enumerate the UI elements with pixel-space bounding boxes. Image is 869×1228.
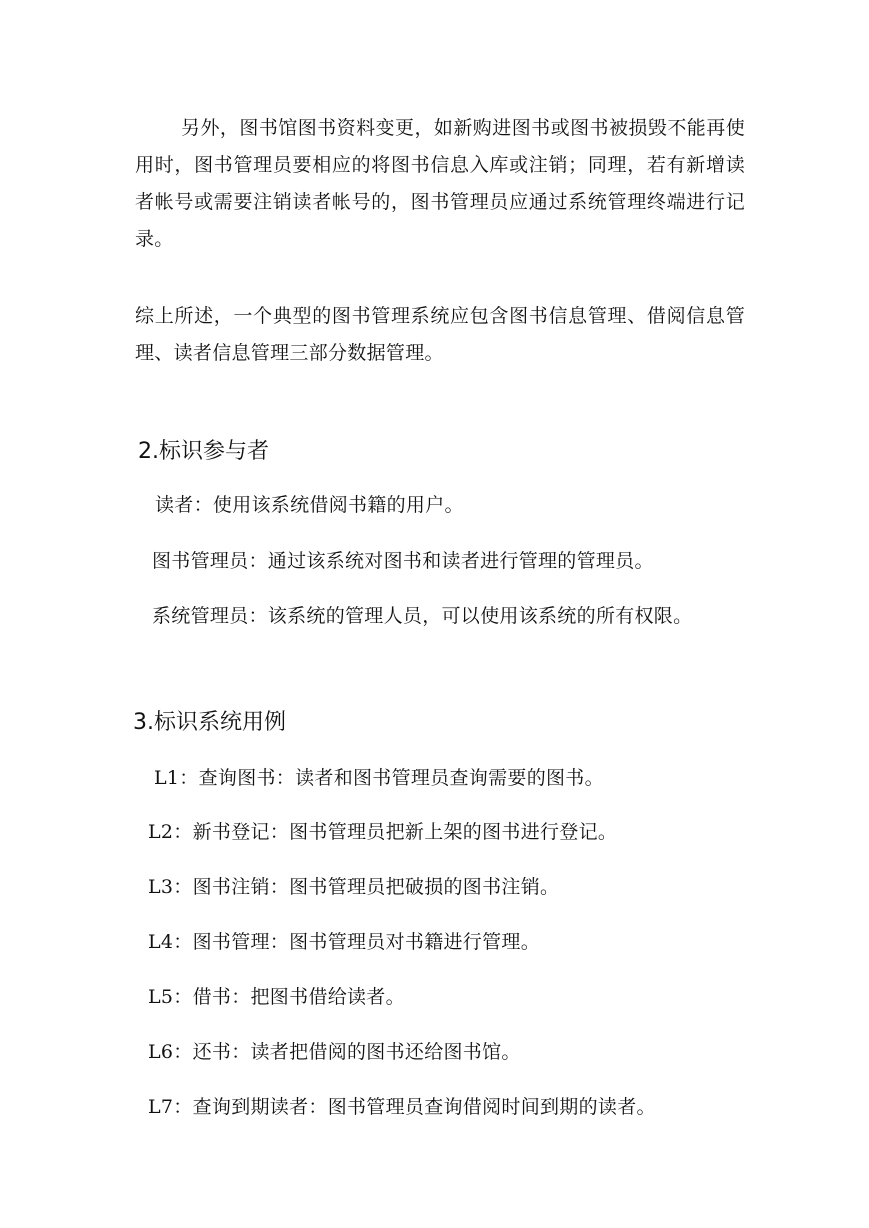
use-case-l1: L1：查询图书：读者和图书管理员查询需要的图书。	[154, 767, 604, 789]
intro-paragraph-2: 综上所述，一个典型的图书管理系统应包含图书信息管理、借阅信息管理、读者信息管理三部分数据管理。	[135, 305, 745, 364]
use-case-l5: L5：借书：把图书借给读者。	[148, 986, 405, 1008]
section-3-heading: 3.标识系统用例	[133, 710, 286, 735]
section-2-heading: 2.标识参与者	[138, 439, 269, 464]
intro-paragraph-1: 另外，图书馆图书资料变更，如新购进图书或图书被损毁不能再使用时，图书管理员要相应的将图书信息入库或注销；同理，若有新增读者帐号或需要注销读者帐号的，图书管理员应通过系统管理终端进行记录。	[135, 117, 745, 250]
use-case-l4: L4：图书管理：图书管理员对书籍进行管理。	[148, 931, 541, 953]
use-case-l3: L3：图书注销：图书管理员把破损的图书注销。	[148, 876, 560, 898]
use-case-l7: L7：查询到期读者：图书管理员查询借阅时间到期的读者。	[148, 1096, 656, 1118]
use-case-l6: L6：还书：读者把借阅的图书还给图书馆。	[148, 1041, 521, 1063]
actor-reader: 读者：使用该系统借阅书籍的用户。	[155, 494, 464, 516]
actor-system-admin: 系统管理员：该系统的管理人员，可以使用该系统的所有权限。	[152, 605, 693, 627]
use-case-l2: L2：新书登记：图书管理员把新上架的图书进行登记。	[148, 821, 618, 843]
actor-librarian: 图书管理员：通过该系统对图书和读者进行管理的管理员。	[152, 550, 654, 572]
